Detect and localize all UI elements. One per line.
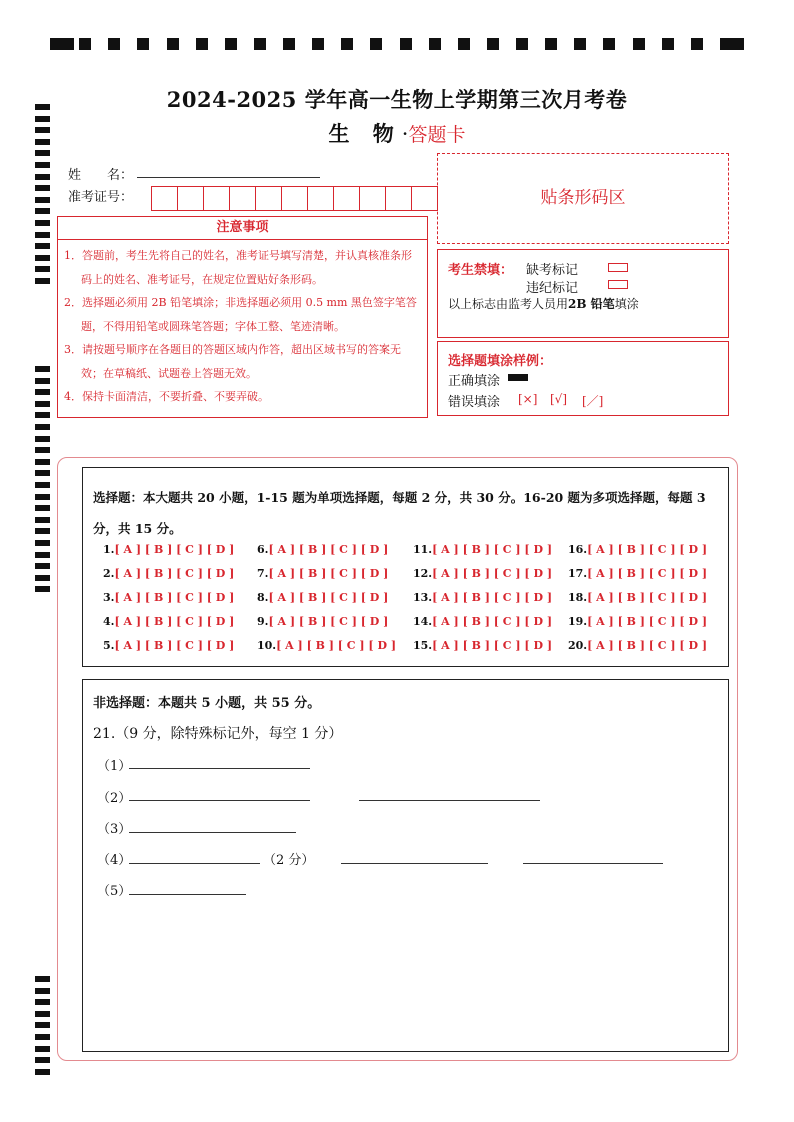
timing-mark — [35, 1069, 50, 1075]
timing-mark — [35, 266, 50, 272]
timing-mark — [662, 38, 674, 50]
question-number: 5. — [103, 639, 115, 652]
two-points-note: （2 分） — [263, 853, 315, 868]
forbid-note-bold: 2B 铅笔 — [568, 297, 615, 311]
timing-mark — [35, 378, 50, 384]
timing-mark — [79, 38, 91, 50]
timing-mark — [603, 38, 615, 50]
violation-mark-box[interactable] — [608, 280, 628, 289]
timing-mark — [50, 38, 74, 50]
timing-mark — [574, 38, 586, 50]
question-number: 4. — [103, 615, 115, 628]
question-number: 11. — [413, 543, 433, 556]
notice-item: 1．答题前，考生先将自己的姓名，准考证号填写清楚，并认真核准条形码上的姓名、准考证号，在规定位置贴好条形码。 — [64, 249, 412, 286]
timing-mark — [35, 988, 50, 994]
question-21-title: 21.（9 分，除特殊标记外，每空 1 分） — [93, 726, 343, 742]
sample-heading: 选择题填涂样例： — [448, 354, 553, 369]
id-digit-box[interactable] — [333, 186, 360, 211]
choice-section — [82, 467, 729, 667]
notice-item: 2．选择题必须用 2B 铅笔填涂；非选择题必须用 0.5 mm 黑色签字笔答题，不得用铅笔或圆珠笔答题；字体工整、笔迹清晰。 — [64, 296, 417, 333]
timing-mark — [108, 38, 120, 50]
timing-mark — [35, 517, 50, 523]
notice-item: 3．请按题号顺序在各题目的答题区域内作答，超出区域书写的答案无效；在草稿纸、试题卷上答题无效。 — [64, 343, 401, 380]
question-number: 3. — [103, 591, 115, 604]
answer-options[interactable]: [ A ] [ B ] [ C ] [ D ] — [268, 591, 389, 604]
answer-card-label: 答题卡 — [408, 124, 466, 146]
answer-options[interactable]: [ A ] [ B ] [ C ] [ D ] — [114, 639, 235, 652]
answer-options[interactable]: [ A ] [ B ] [ C ] [ D ] — [432, 591, 553, 604]
answer-options[interactable]: [ A ] [ B ] [ C ] [ D ] — [587, 591, 708, 604]
question-number: 7. — [257, 567, 269, 580]
forbid-note-pre: 以上标志由监考人员用 — [448, 297, 569, 311]
question-number: 18. — [568, 591, 588, 604]
timing-mark — [370, 38, 382, 50]
wrong-fill-label: 错误填涂 — [448, 395, 501, 410]
question-number: 16. — [568, 543, 588, 556]
answer-line[interactable] — [129, 800, 310, 801]
timing-mark — [35, 162, 50, 168]
timing-mark — [35, 208, 50, 214]
id-digit-box[interactable] — [411, 186, 438, 211]
question-number: 14. — [413, 615, 433, 628]
id-digit-box[interactable] — [229, 186, 256, 211]
question-number: 9. — [257, 615, 269, 628]
answer-line[interactable] — [129, 832, 296, 833]
question-number: 12. — [413, 567, 433, 580]
correct-fill-label: 正确填涂 — [448, 374, 501, 389]
choice-question[interactable] — [568, 615, 707, 628]
choice-question[interactable] — [568, 591, 707, 604]
timing-mark — [312, 38, 324, 50]
answer-options[interactable]: [ A ] [ B ] [ C ] [ D ] — [114, 591, 235, 604]
exam-id-label: 准考证号： — [68, 190, 134, 205]
question-number: 19. — [568, 615, 588, 628]
timing-mark — [545, 38, 557, 50]
part-label-4: （4） — [97, 853, 132, 868]
timing-mark — [167, 38, 179, 50]
choice-question[interactable] — [413, 567, 552, 580]
id-digit-box[interactable] — [203, 186, 230, 211]
choice-question[interactable] — [568, 543, 707, 556]
timing-mark — [429, 38, 441, 50]
barcode-area: 贴条形码区 — [437, 153, 729, 244]
question-number: 8. — [257, 591, 269, 604]
choice-question[interactable] — [568, 639, 707, 652]
violation-mark-label: 违纪标记 — [526, 281, 579, 296]
choice-question[interactable] — [103, 591, 234, 604]
notice-panel — [57, 216, 428, 418]
top-timing-marks — [50, 38, 744, 50]
timing-mark — [35, 197, 50, 203]
timing-mark — [341, 38, 353, 50]
choice-question[interactable] — [413, 615, 552, 628]
free-heading: 非选择题：本题共 5 小题，共 55 分。 — [93, 696, 321, 711]
question-number: 17. — [568, 567, 588, 580]
wrong-fill-example: [×] — [518, 392, 538, 406]
choice-question[interactable] — [257, 591, 388, 604]
answer-options[interactable]: [ A ] [ B ] [ C ] [ D ] — [268, 543, 389, 556]
question-number: 2. — [103, 567, 115, 580]
absent-mark-label: 缺考标记 — [526, 263, 579, 278]
id-digit-box[interactable] — [177, 186, 204, 211]
part-label-1: （1） — [97, 759, 132, 774]
choice-question[interactable] — [103, 639, 234, 652]
timing-mark — [35, 401, 50, 407]
id-digit-box[interactable] — [255, 186, 282, 211]
timing-mark — [35, 999, 50, 1005]
choice-question[interactable] — [257, 639, 396, 652]
timing-mark — [35, 255, 50, 261]
question-number: 6. — [257, 543, 269, 556]
timing-mark — [35, 436, 50, 442]
timing-mark — [35, 447, 50, 453]
answer-options[interactable]: [ A ] [ B ] [ C ] [ D ] — [432, 543, 553, 556]
timing-mark — [35, 976, 50, 982]
part-label-3: （3） — [97, 822, 132, 837]
choice-question[interactable] — [413, 543, 552, 556]
choice-question[interactable] — [257, 543, 388, 556]
timing-mark — [35, 586, 50, 592]
answer-options[interactable]: [ A ] [ B ] [ C ] [ D ] — [587, 615, 708, 628]
answer-options[interactable]: [ A ] [ B ] [ C ] [ D ] — [432, 567, 553, 580]
answer-options[interactable]: [ A ] [ B ] [ C ] [ D ] — [432, 639, 553, 652]
timing-mark — [35, 278, 50, 284]
answer-options[interactable]: [ A ] [ B ] [ C ] [ D ] — [587, 567, 708, 580]
choice-question[interactable] — [103, 567, 234, 580]
timing-mark — [516, 38, 528, 50]
timing-mark — [35, 1057, 50, 1063]
timing-mark — [137, 38, 149, 50]
answer-options[interactable]: [ A ] [ B ] [ C ] [ D ] — [276, 639, 397, 652]
timing-mark — [35, 575, 50, 581]
answer-options[interactable]: [ A ] [ B ] [ C ] [ D ] — [587, 639, 708, 652]
timing-mark — [400, 38, 412, 50]
choice-description: 选择题：本大题共 20 小题，1-15 题为单项选择题，每题 2 分，共 30 分。16-20 题为多项选择题，每题 3 分，共 15 分。 — [93, 490, 706, 536]
fill-sample-panel — [437, 341, 729, 416]
timing-mark — [458, 38, 470, 50]
timing-mark — [35, 174, 50, 180]
choice-question[interactable] — [103, 615, 234, 628]
answer-line[interactable] — [129, 768, 310, 769]
answer-options[interactable]: [ A ] [ B ] [ C ] [ D ] — [114, 567, 235, 580]
answer-line[interactable] — [359, 800, 540, 801]
timing-mark — [35, 389, 50, 395]
timing-mark — [35, 220, 50, 226]
timing-mark — [35, 1046, 50, 1052]
timing-mark — [35, 1034, 50, 1040]
timing-mark — [283, 38, 295, 50]
choice-question[interactable] — [568, 567, 707, 580]
id-digit-box[interactable] — [281, 186, 308, 211]
timing-mark — [35, 563, 50, 569]
timing-mark — [35, 540, 50, 546]
answer-options[interactable]: [ A ] [ B ] [ C ] [ D ] — [268, 567, 389, 580]
answer-line[interactable] — [129, 863, 260, 864]
free-response-section — [82, 679, 729, 1052]
timing-mark — [35, 552, 50, 558]
choice-question[interactable] — [413, 591, 552, 604]
question-number: 20. — [568, 639, 588, 652]
timing-mark — [35, 494, 50, 500]
timing-mark — [35, 232, 50, 238]
id-digit-box[interactable] — [385, 186, 412, 211]
page-subtitle — [0, 118, 794, 148]
choice-question[interactable] — [257, 567, 388, 580]
subject-name: 生 物 — [328, 121, 402, 146]
timing-mark — [35, 482, 50, 488]
name-field[interactable] — [137, 177, 320, 178]
question-number: 15. — [413, 639, 433, 652]
timing-mark — [691, 38, 703, 50]
name-label: 姓 名： — [68, 168, 134, 183]
notice-item: 4．保持卡面清洁，不要折叠、不要弄破。 — [64, 390, 269, 403]
wrong-fill-example: [／] — [582, 394, 604, 408]
question-number: 13. — [413, 591, 433, 604]
timing-mark — [720, 38, 744, 50]
timing-mark — [633, 38, 645, 50]
answer-options[interactable]: [ A ] [ B ] [ C ] [ D ] — [268, 615, 389, 628]
wrong-fill-example: [√] — [550, 392, 568, 406]
id-digit-box[interactable] — [359, 186, 386, 211]
question-number: 1. — [103, 543, 115, 556]
timing-mark — [487, 38, 499, 50]
timing-mark — [35, 459, 50, 465]
exam-id-boxes[interactable] — [151, 186, 437, 210]
part-label-2: （2） — [97, 791, 132, 806]
timing-mark — [35, 412, 50, 418]
answer-line[interactable] — [523, 863, 663, 864]
choice-question[interactable] — [413, 639, 552, 652]
part-label-5: （5） — [97, 884, 132, 899]
question-number: 10. — [257, 639, 277, 652]
id-digit-box[interactable] — [151, 186, 178, 211]
timing-mark — [35, 1011, 50, 1017]
timing-mark — [35, 1022, 50, 1028]
timing-mark — [225, 38, 237, 50]
timing-mark — [35, 366, 50, 372]
timing-mark — [35, 528, 50, 534]
notice-heading: 注意事项 — [58, 217, 427, 240]
examinee-forbidden-panel — [437, 249, 729, 338]
timing-mark — [35, 243, 50, 249]
absent-mark-box[interactable] — [608, 263, 628, 272]
subtitle-dot: · — [401, 122, 409, 146]
forbid-note — [448, 295, 639, 312]
choice-question[interactable] — [103, 543, 234, 556]
timing-mark — [254, 38, 266, 50]
timing-mark — [35, 505, 50, 511]
timing-mark — [196, 38, 208, 50]
timing-mark — [35, 150, 50, 156]
correct-fill-example — [508, 374, 528, 381]
answer-line[interactable] — [129, 894, 246, 895]
forbid-note-post: 填涂 — [614, 297, 639, 311]
page-title: 2024-2025 学年高一生物上学期第三次月考卷 — [166, 87, 628, 112]
choice-question[interactable] — [257, 615, 388, 628]
timing-mark — [35, 470, 50, 476]
answer-line[interactable] — [341, 863, 488, 864]
answer-options[interactable]: [ A ] [ B ] [ C ] [ D ] — [587, 543, 708, 556]
id-digit-box[interactable] — [307, 186, 334, 211]
timing-mark — [35, 424, 50, 430]
forbid-heading: 考生禁填： — [448, 263, 514, 278]
timing-mark — [35, 185, 50, 191]
answer-options[interactable]: [ A ] [ B ] [ C ] [ D ] — [114, 615, 235, 628]
answer-options[interactable]: [ A ] [ B ] [ C ] [ D ] — [432, 615, 553, 628]
answer-options[interactable]: [ A ] [ B ] [ C ] [ D ] — [114, 543, 235, 556]
